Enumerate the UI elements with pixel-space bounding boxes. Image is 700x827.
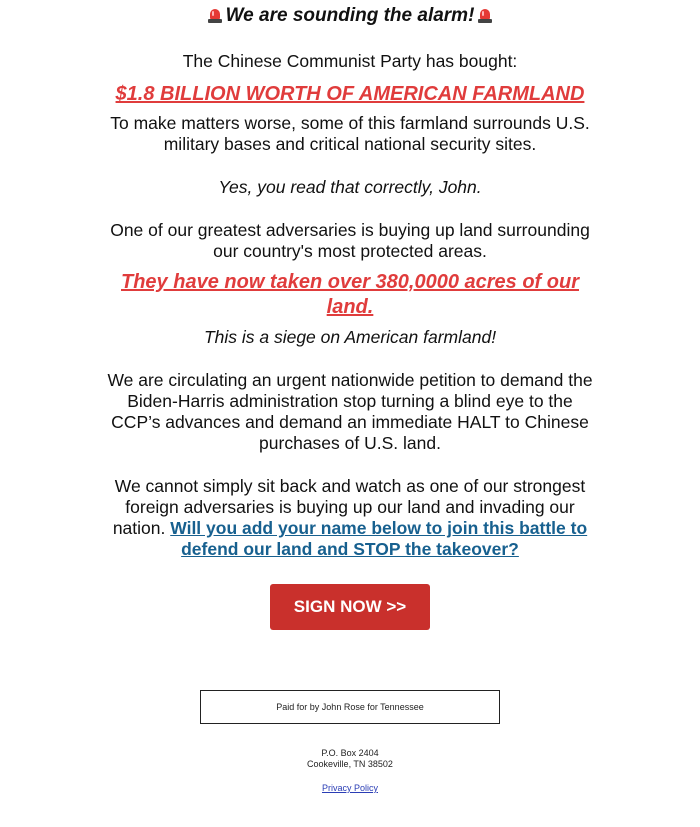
address-line-2: Cookeville, TN 38502 [307,759,393,769]
privacy-container [90,783,610,793]
siege-text: This is a siege on American farmland! [203,327,497,347]
alarm-heading [90,5,610,27]
cannot-paragraph [90,476,610,560]
cta-link-part-2[interactable]: defend our land and STOP the takeover? [181,539,519,559]
headline-acres-line-2: land. [326,296,374,318]
mailing-address [90,748,610,770]
intro-text: The Chinese Communist Party has bought: [182,51,518,71]
address-line-1: P.O. Box 2404 [321,748,379,758]
privacy-policy-link[interactable]: Privacy Policy [321,783,378,793]
headline-acres-line-1: They have now taken over 380,0000 acres of our [121,271,579,293]
petition-line-1: We are circulating an urgent nationwide petition to demand the [107,370,593,390]
email-body [90,5,610,793]
police-siren-icon [207,8,223,24]
paid-for-box: Paid for by John Rose for Tennessee [200,690,500,724]
petition-line-4: purchases of U.S. land. [259,433,441,453]
petition-paragraph [90,370,610,454]
join-battle-link[interactable] [170,518,587,559]
petition-line-2: Biden-Harris administration stop turning a blind eye to the [127,391,573,411]
petition-line-3: CCP’s advances and demand an immediate HALT to Chinese [111,412,589,432]
cannot-line-2: foreign adversaries is buying up our land and invading our [125,497,575,517]
adversary-line-1: One of our greatest adversaries is buying up land surrounding [110,220,590,240]
read-correctly-text: Yes, you read that correctly, John. [218,177,482,197]
worse-paragraph [90,113,610,155]
adversary-line-2: our country's most protected areas. [213,241,487,261]
police-siren-icon [477,8,493,24]
cannot-line-3-prefix: nation. [112,518,171,538]
cta-link-part-1[interactable]: Will you add your name below to join this battle to [170,518,588,538]
sign-now-button[interactable]: SIGN NOW >> [270,584,430,630]
cannot-line-1: We cannot simply sit back and watch as one of our strongest [114,476,586,496]
headline-farmland: $1.8 BILLION WORTH OF AMERICAN FARMLAND [115,83,585,105]
headline-acres [90,270,610,320]
adversary-paragraph [90,220,610,262]
worse-line-1: To make matters worse, some of this farmland surrounds U.S. [110,113,590,133]
worse-line-2: military bases and critical national security sites. [163,134,537,154]
alarm-text: We are sounding the alarm! [225,5,475,26]
